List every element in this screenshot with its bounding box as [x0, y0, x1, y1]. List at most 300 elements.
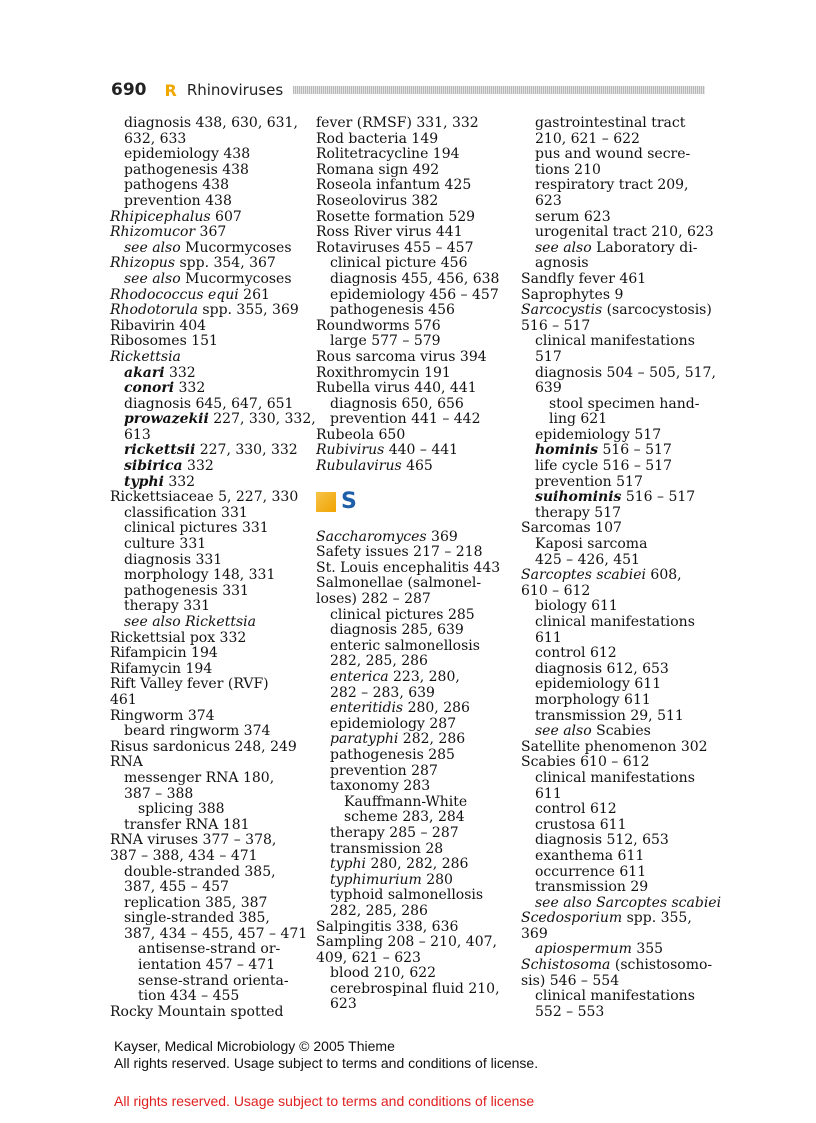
- index-entry-text: 355: [631, 941, 664, 958]
- index-entry-text: Laboratory di-: [591, 239, 698, 256]
- index-entry: [521, 927, 713, 943]
- index-entry-text: 610 – 612: [521, 582, 591, 599]
- index-entry-text: transmission 28: [330, 840, 444, 857]
- index-entry-text: Rhodotorula: [110, 302, 198, 319]
- index-entry-text: clinical picture 456: [330, 255, 468, 272]
- index-entry: [316, 795, 514, 811]
- index-entry-text: Roxithromycin 191: [316, 364, 451, 381]
- index-entry-text: Rhipicephalus: [110, 208, 211, 225]
- index-entry-text: suihominis: [535, 489, 622, 506]
- index-entry: [521, 116, 713, 132]
- index-entry-text: Rubulavirus: [316, 458, 402, 475]
- index-entry: [521, 303, 713, 319]
- index-entry-text: 332: [182, 458, 214, 475]
- index-entry-text: Ribosomes 151: [110, 333, 218, 350]
- index-entry-text: diagnosis 650, 656: [330, 395, 464, 412]
- index-entry-text: 613: [124, 426, 151, 443]
- index-entry-text: Rosette formation 529: [316, 208, 476, 225]
- index-entry-text: double-stranded 385,: [124, 863, 276, 880]
- index-entry-text: spp. 354, 367: [175, 255, 276, 272]
- index-entry-text: prevention 438: [124, 192, 232, 209]
- index-entry: [316, 303, 514, 319]
- index-entry: [521, 381, 713, 397]
- index-entry: [521, 677, 713, 693]
- index-entry-text: 517: [535, 348, 562, 365]
- index-entry-text: morphology 611: [535, 691, 651, 708]
- index-entry-text: Rift Valley fever (RVF): [110, 676, 269, 693]
- index-entry: [110, 411, 316, 428]
- index-entry: [110, 553, 308, 569]
- index-entry-text: Sarcomas 107: [521, 520, 622, 537]
- index-column-1: [110, 115, 316, 1020]
- index-entry: [110, 755, 308, 771]
- index-entry-text: 425 – 426, 451: [535, 551, 640, 568]
- index-entry: [110, 319, 308, 335]
- index-entry: [521, 537, 713, 553]
- index-entry-text: large 577 – 579: [330, 333, 441, 350]
- index-entry: [521, 771, 713, 787]
- index-entry-text: Rubivirus: [316, 442, 385, 459]
- index-entry: [316, 842, 514, 858]
- index-entry-text: sis) 546 – 554: [521, 972, 620, 989]
- index-entry-text: Rubeola 650: [316, 426, 406, 443]
- index-entry: [110, 677, 308, 693]
- index-entry: [316, 764, 514, 780]
- index-entry-text: see also: [535, 723, 592, 740]
- index-entry: [110, 241, 308, 257]
- index-entry: [521, 521, 713, 537]
- index-entry: [316, 334, 514, 350]
- index-entry: [316, 592, 514, 608]
- index-entry-text: clinical manifestations: [535, 614, 695, 630]
- index-entry-text: 282 – 283, 639: [330, 684, 435, 701]
- index-entry-text: loses) 282 – 287: [316, 591, 431, 608]
- index-entry: [110, 147, 308, 163]
- index-entry-text: fever (RMSF) 331, 332: [316, 115, 479, 131]
- index-entry-text: splicing 388: [138, 801, 225, 818]
- index-entry: [110, 210, 308, 226]
- index-entry: [316, 147, 514, 163]
- index-entry-text: Rolitetracycline 194: [316, 146, 460, 163]
- index-entry-text: Sarcoptes scabiei: [521, 567, 646, 584]
- index-entry: [521, 1005, 713, 1021]
- index-entry-text: pathogens 438: [124, 177, 229, 194]
- index-entry-text: 280: [421, 871, 453, 888]
- index-entry: [110, 833, 308, 849]
- index-entry: [521, 506, 713, 522]
- page-header: [111, 78, 705, 102]
- index-entry: [110, 506, 308, 522]
- index-entry-text: hominis: [535, 442, 599, 459]
- index-entry-text: RNA viruses 377 – 378,: [110, 832, 277, 849]
- index-entry-text: occurrence 611: [535, 863, 647, 880]
- index-entry-text: ling 621: [549, 411, 608, 428]
- index-entry: [110, 366, 308, 382]
- index-entry: [110, 942, 308, 958]
- index-entry: [521, 475, 713, 491]
- index-entry-text: Safety issues 217 – 218: [316, 544, 483, 561]
- index-entry-text: respiratory tract 209,: [535, 177, 689, 194]
- index-entry: [521, 709, 713, 725]
- index-entry-text: Saprophytes 9: [521, 286, 624, 303]
- index-entry-text: transfer RNA 181: [124, 816, 250, 833]
- index-entry: [110, 288, 308, 304]
- index-entry-text: Rod bacteria 149: [316, 130, 439, 147]
- index-entry: [110, 272, 308, 288]
- index-entry-text: control 612: [535, 801, 617, 818]
- index-entry-text: 282, 285, 286: [330, 902, 428, 919]
- index-entry: [521, 894, 722, 912]
- index-entry-text: Sandfly fever 461: [521, 270, 647, 287]
- index-entry: [110, 646, 308, 662]
- index-entry-text: spp. 355, 369: [197, 302, 299, 319]
- index-entry: [521, 319, 713, 335]
- index-entry-text: pathogenesis 331: [124, 582, 249, 599]
- index-entry-text: blood 210, 622: [330, 965, 437, 982]
- index-entry-text: pathogenesis 285: [330, 746, 455, 763]
- index-entry: [110, 163, 308, 179]
- index-entry: [110, 225, 308, 241]
- index-entry: [110, 989, 308, 1005]
- index-entry: [316, 576, 514, 592]
- index-entry-text: RNA: [110, 754, 143, 771]
- index-entry-text: 387, 455 – 457: [124, 879, 229, 896]
- index-entry: [110, 490, 308, 506]
- index-entry-text: Rubella virus 440, 441: [316, 380, 477, 397]
- index-entry: [110, 194, 308, 210]
- index-entry: [110, 303, 308, 319]
- index-entry-text: Rickettsiaceae 5, 227, 330: [110, 489, 299, 506]
- index-entry: [316, 997, 514, 1013]
- index-entry-text: 387, 434 – 455, 457 – 471: [124, 925, 308, 942]
- index-entry: [521, 740, 713, 756]
- index-entry-text: 210, 621 – 622: [535, 130, 640, 147]
- index-entry-text: enteric salmonellosis: [330, 637, 480, 654]
- index-entry-text: serum 623: [535, 208, 611, 225]
- index-entry-text: conori: [124, 380, 175, 397]
- index-entry: [110, 693, 308, 709]
- footer-copyright: Kayser, Medical Microbiology © 2005 Thieme: [114, 1038, 395, 1054]
- index-entry-text: spp. 355,: [622, 910, 692, 927]
- index-entry: [316, 366, 514, 382]
- index-entry: [521, 210, 713, 226]
- index-entry: [316, 210, 514, 226]
- index-entry: [316, 810, 514, 826]
- index-entry: [316, 116, 514, 132]
- index-entry: [521, 241, 713, 257]
- index-entry-text: Ringworm 374: [110, 707, 215, 724]
- index-entry: [316, 920, 514, 936]
- index-entry: [521, 724, 713, 740]
- index-entry-text: 223, 280,: [388, 669, 460, 685]
- index-entry-text: sense-strand orienta-: [138, 972, 289, 989]
- index-entry-text: 611: [535, 629, 562, 646]
- index-entry-text: 332: [163, 473, 196, 490]
- index-entry-text: ientation 457 – 471: [138, 957, 276, 974]
- index-entry: [110, 896, 308, 912]
- index-entry-text: Ross River virus 441: [316, 224, 463, 241]
- index-entry-text: apiospermum: [535, 941, 632, 958]
- index-entry-text: Rhizopus: [110, 255, 176, 272]
- index-entry-text: diagnosis 438, 630, 631,: [124, 115, 298, 131]
- index-entry-text: sibirica: [124, 458, 183, 475]
- index-entry-text: diagnosis 331: [124, 551, 223, 568]
- index-entry-text: clinical pictures 331: [124, 520, 269, 537]
- index-entry-text: agnosis: [535, 255, 589, 272]
- index-entry-text: diagnosis 512, 653: [535, 832, 669, 849]
- index-entry: [110, 178, 308, 194]
- index-entry: [316, 194, 514, 210]
- index-entry-text: classification 331: [124, 504, 248, 521]
- index-entry: [521, 256, 713, 272]
- index-entry: [521, 288, 713, 304]
- footer-rights-watermark: All rights reserved. Usage subject to terms and conditions of license: [114, 1093, 535, 1109]
- index-entry-text: therapy 517: [535, 504, 622, 521]
- index-entry-text: paratyphi: [330, 731, 399, 748]
- index-entry-text: see also: [124, 239, 181, 256]
- index-entry: [110, 880, 308, 896]
- index-entry: [316, 225, 514, 241]
- index-entry: [316, 982, 514, 998]
- index-entry: [316, 732, 514, 748]
- index-entry-text: Rickettsial pox 332: [110, 629, 247, 646]
- index-entry: [521, 818, 713, 834]
- index-entry: [316, 670, 514, 686]
- index-entry: [521, 194, 713, 210]
- index-entry-text: Kaposi sarcoma: [535, 536, 648, 553]
- index-entry-text: epidemiology 456 – 457: [330, 286, 499, 303]
- index-entry-text: 409, 621 – 623: [316, 949, 421, 966]
- index-entry-text: see also Rickettsia: [124, 614, 256, 630]
- index-entry: [110, 116, 308, 132]
- index-entry: [521, 646, 713, 662]
- index-entry-text: 332: [174, 380, 206, 397]
- index-entry: [110, 521, 308, 537]
- index-entry-text: scheme 283, 284: [344, 809, 465, 826]
- index-entry: [521, 942, 713, 958]
- section-letter: R: [164, 80, 177, 100]
- index-entry-text: Sarcocystis: [521, 302, 603, 319]
- index-entry-text: single-stranded 385,: [124, 910, 270, 927]
- index-entry-text: 516 – 517: [598, 442, 672, 459]
- index-entry: [316, 888, 514, 904]
- index-entry-text: see also: [535, 239, 592, 256]
- index-entry: [521, 568, 713, 584]
- index-entry-text: Rifamycin 194: [110, 660, 213, 677]
- index-entry: [521, 833, 713, 849]
- index-entry: [110, 631, 308, 647]
- index-entry-text: pathogenesis 438: [124, 161, 249, 178]
- index-entry-text: epidemiology 287: [330, 715, 457, 732]
- index-entry: [316, 530, 514, 546]
- index-entry-text: 607: [210, 208, 242, 225]
- index-entry-text: 623: [330, 996, 357, 1013]
- index-entry: [521, 443, 713, 459]
- index-entry: [316, 857, 514, 873]
- index-entry-text: 227, 330, 332,: [208, 411, 316, 428]
- index-entry: [521, 397, 713, 413]
- index-entry-text: morphology 148, 331: [124, 567, 276, 584]
- header-rule: [293, 86, 705, 94]
- index-entry-text: epidemiology 517: [535, 426, 662, 443]
- index-column-2: [316, 116, 514, 1013]
- index-entry: [316, 256, 514, 272]
- index-entry: [110, 911, 308, 927]
- index-entry-text: 369: [426, 528, 458, 545]
- index-entry: [110, 802, 308, 818]
- index-entry-text: Salmonellae (salmonel-: [316, 575, 482, 592]
- index-entry: [521, 693, 713, 709]
- index-entry: [521, 334, 713, 350]
- index-entry: [521, 599, 713, 615]
- index-entry: [316, 748, 514, 764]
- index-entry-text: diagnosis 612, 653: [535, 660, 669, 677]
- index-entry-text: 227, 330, 332: [195, 442, 298, 459]
- index-entry-text: Rickettsia: [110, 348, 181, 365]
- index-entry: [316, 623, 514, 639]
- footer-rights: All rights reserved. Usage subject to terms and conditions of license.: [114, 1055, 539, 1071]
- index-entry: [110, 350, 308, 366]
- index-entry-text: typhoid salmonellosis: [330, 887, 484, 904]
- index-entry: [110, 459, 308, 475]
- index-entry: [521, 163, 713, 179]
- index-entry-text: transmission 29: [535, 879, 649, 896]
- index-entry-text: Scedosporium: [521, 910, 623, 927]
- index-entry-text: Rhizomucor: [110, 224, 196, 241]
- index-entry: [110, 849, 308, 865]
- index-entry: [110, 787, 308, 803]
- index-entry-text: beard ringworm 374: [124, 723, 271, 740]
- index-entry: [110, 927, 308, 943]
- index-entry: [521, 958, 713, 974]
- section-letter-s: S: [341, 488, 357, 514]
- index-entry-text: taxonomy 283: [330, 778, 431, 795]
- index-entry-text: Rotaviruses 455 – 457: [316, 239, 474, 256]
- index-entry: [521, 974, 713, 990]
- index-entry: [110, 1005, 308, 1021]
- index-entry-text: gastrointestinal tract: [535, 115, 686, 131]
- index-column-3: [521, 115, 722, 1020]
- index-entry: [521, 631, 713, 647]
- index-entry: [316, 381, 514, 397]
- index-entry-text: cerebrospinal fluid 210,: [330, 980, 500, 997]
- index-entry: [110, 724, 308, 740]
- index-entry-text: 461: [110, 691, 137, 708]
- index-entry-text: Risus sardonicus 248, 249: [110, 738, 297, 755]
- index-entry-text: 623: [535, 192, 562, 209]
- page-number: 690: [111, 80, 147, 100]
- index-entry-text: prevention 287: [330, 762, 438, 779]
- index-entry-text: clinical pictures 285: [330, 606, 475, 623]
- index-entry-text: Satellite phenomenon 302: [521, 738, 708, 755]
- index-entry: [110, 475, 308, 491]
- index-entry: [316, 904, 514, 920]
- index-entry: [521, 225, 713, 241]
- index-entry-text: Kauffmann-White: [344, 793, 468, 810]
- index-entry-text: Rous sarcoma virus 394: [316, 348, 487, 365]
- index-entry-text: prevention 517: [535, 473, 643, 490]
- index-entry-text: 516 – 517: [621, 489, 696, 506]
- index-entry-text: see also: [124, 270, 181, 287]
- index-entry-text: enteritidis: [330, 700, 404, 717]
- index-entry-text: 440 – 441: [384, 442, 459, 459]
- index-entry: [316, 163, 514, 179]
- index-entry: [521, 459, 713, 475]
- index-entry: [110, 865, 308, 881]
- index-entry: [110, 568, 308, 584]
- index-entry: [521, 849, 713, 865]
- index-entry: [110, 132, 308, 148]
- index-entry-text: Rocky Mountain spotted: [110, 1003, 284, 1020]
- index-entry: [110, 662, 308, 678]
- index-entry: [316, 654, 514, 670]
- index-entry-text: 552 – 553: [535, 1003, 605, 1020]
- running-title: Rhinoviruses: [186, 81, 284, 99]
- index-entry-text: Roseola infantum 425: [316, 177, 472, 194]
- index-entry-text: typhimurium: [330, 871, 422, 888]
- index-entry: [316, 241, 514, 257]
- index-entry: [110, 740, 308, 756]
- index-entry-text: life cycle 516 – 517: [535, 458, 673, 475]
- index-entry-text: antisense-strand or-: [138, 941, 281, 958]
- index-entry: [110, 771, 308, 787]
- index-entry-text: tions 210: [535, 161, 601, 178]
- index-entry: [316, 935, 514, 951]
- index-entry: [110, 958, 308, 974]
- index-entry: [110, 584, 308, 600]
- index-entry-text: culture 331: [124, 536, 207, 553]
- index-entry-text: tion 434 – 455: [138, 988, 240, 1005]
- index-entry: [521, 364, 716, 382]
- section-heading-s: [316, 488, 514, 516]
- index-entry-text: 282, 285, 286: [330, 653, 428, 670]
- index-entry-text: 280, 282, 286: [366, 856, 469, 873]
- index-entry-text: 369: [521, 925, 548, 942]
- index-entry-text: 367: [195, 224, 227, 241]
- index-entry-text: 639: [535, 380, 562, 397]
- index-entry-text: Saccharomyces: [316, 528, 427, 545]
- index-entry: [521, 553, 713, 569]
- index-entry-text: 632, 633: [124, 130, 187, 147]
- index-entry: [110, 443, 308, 459]
- index-entry: [316, 608, 514, 624]
- index-entry-text: (schistosomo-: [610, 957, 713, 974]
- index-entry-text: 261: [238, 286, 270, 303]
- section-marker-icon: [316, 492, 336, 512]
- index-entry: [316, 951, 514, 967]
- index-entry-text: clinical manifestations: [535, 769, 695, 786]
- index-entry-text: 465: [401, 458, 433, 475]
- index-entry: [316, 459, 514, 475]
- index-entry: [316, 397, 514, 413]
- index-entry: [316, 561, 514, 577]
- index-entry: [521, 178, 713, 194]
- index-entry-text: (sarcocystosis): [602, 302, 712, 319]
- index-entry-text: St. Louis encephalitis 443: [316, 559, 501, 576]
- index-entry-text: Schistosoma: [521, 957, 611, 974]
- index-entry: [110, 334, 308, 350]
- index-entry: [521, 412, 713, 428]
- index-entry-text: 387 – 388, 434 – 471: [110, 847, 258, 864]
- index-entry: [316, 717, 514, 733]
- index-entry-text: Ribavirin 404: [110, 317, 207, 334]
- index-entry-text: diagnosis 285, 639: [330, 622, 464, 639]
- index-entry-text: Roundworms 576: [316, 317, 441, 334]
- index-entry: [110, 974, 308, 990]
- index-entry: [316, 966, 514, 982]
- index-entry-text: Rifampicin 194: [110, 645, 218, 662]
- index-entry: [316, 701, 514, 717]
